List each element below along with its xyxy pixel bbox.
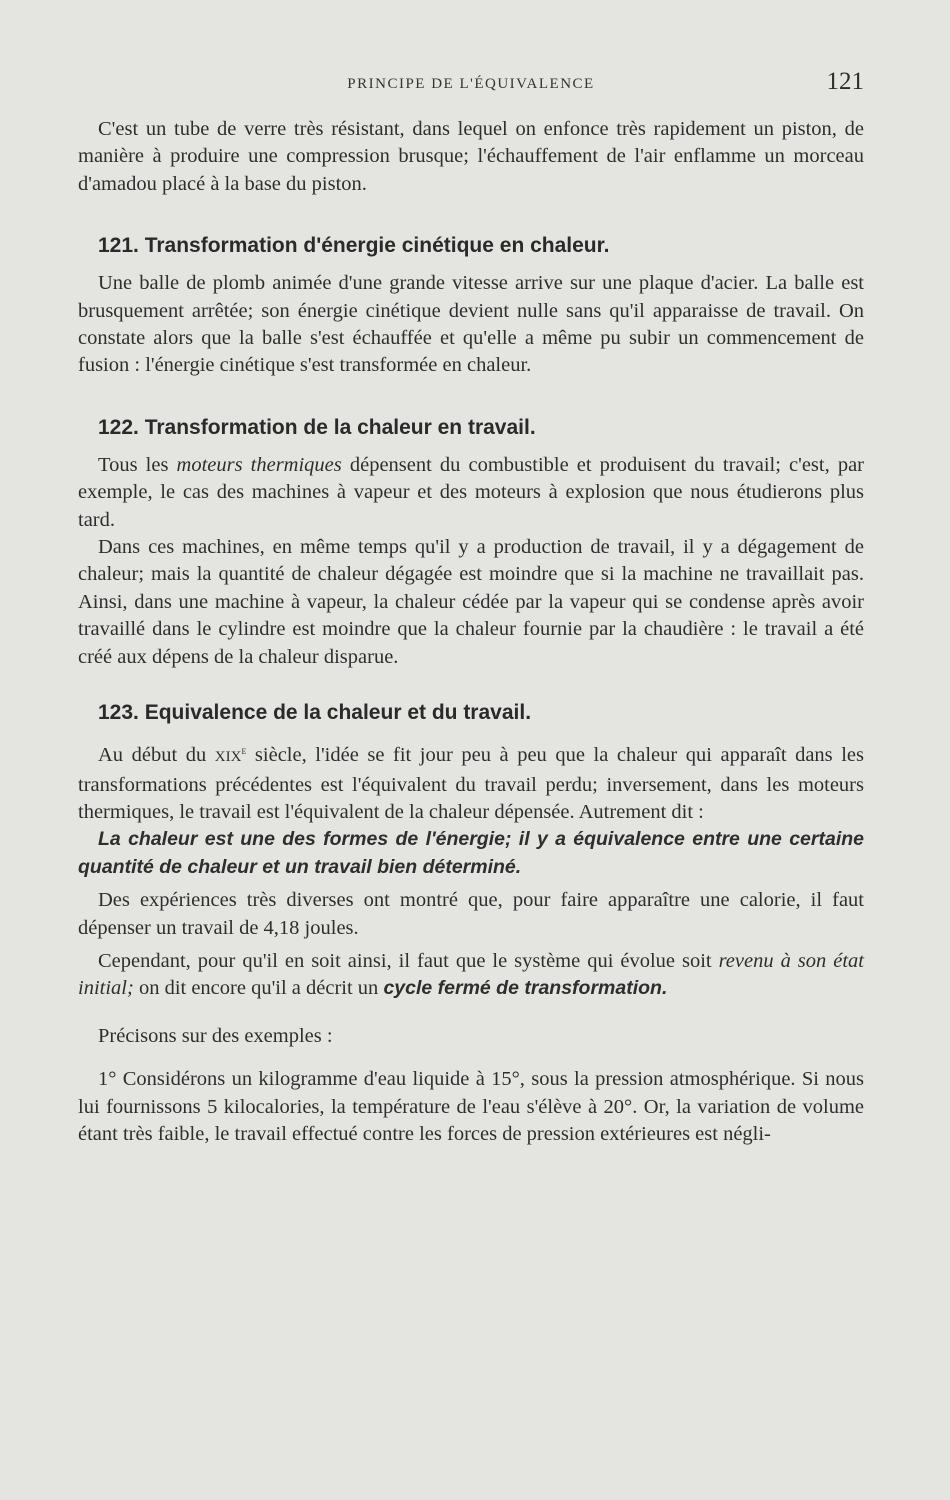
century-numeral: XIXe <box>214 743 247 766</box>
equivalence-principle-statement: La chaleur est une des formes de l'énergie; il y a équivalence entre une certaine quantité de chaleur et un travail bien déterminé. <box>78 828 864 878</box>
emphasis-cycle-ferme: cycle fermé de transformation. <box>383 977 668 1000</box>
section-122-paragraph-1: Tous les moteurs thermiques dépensent du combustible et produisent du travail; c'est, par exemple, le cas des machines à vapeur et des moteurs à explosion que nous étudierons plus tard. <box>78 453 864 531</box>
running-head <box>78 68 864 98</box>
running-title: PRINCIPE DE L'ÉQUIVALENCE <box>347 76 595 92</box>
section-121-heading: 121. Transformation d'énergie cinétique en chaleur. <box>98 234 610 258</box>
section-123-paragraph-6: 1° Considérons un kilogramme d'eau liquide à 15°, sous la pression atmosphérique. Si nous lui fournissons 5 kilocalories, la température de l'eau s'élève à 20°. Or, la variation de volume étant très faible, le travail effectué contre les forces de pression extérieures est négli- <box>78 1068 864 1145</box>
section-123-paragraph-3: Des expériences très diverses ont montré que, pour faire apparaître une calorie, il faut dépenser un travail de 4,18 joules. <box>78 889 864 939</box>
emphasis-moteurs-thermiques: moteurs thermiques <box>176 453 342 476</box>
page-number: 121 <box>826 68 864 95</box>
page-body <box>78 116 864 1148</box>
section-122-heading: 122. Transformation de la chaleur en travail. <box>98 415 536 439</box>
section-121-paragraph: Une balle de plomb animée d'une grande vitesse arrive sur une plaque d'acier. La balle est brusquement arrêtée; son énergie cinétique devient nulle sans qu'il apparaisse de travail. On constate alors que la balle s'est échauffée et qu'elle a même pu subir un commencement de fusion : l'énergie cinétique s'est transformée en chaleur. <box>78 272 864 377</box>
emphasis-etat-initial: revenu à son état initial; <box>78 949 865 1000</box>
section-123-paragraph-4: Cependant, pour qu'il en soit ainsi, il faut que le système qui évolue soit revenu à son état initial; on dit encore qu'il a décrit un cycle fermé de transformation. <box>78 949 865 1000</box>
section-122-paragraph-2: Dans ces machines, en même temps qu'il y a production de travail, il y a dégagement de chaleur; mais la quantité de chaleur dégagée est moindre que si la machine ne travaillait pas. Ainsi, dans une machine à vapeur, la chaleur cédée par la vapeur qui se condense après avoir travaillé dans le cylindre est moindre que la chaleur fournie par la chaudière : le travail a été créé aux dépens de la chaleur disparue. <box>78 536 864 668</box>
section-123-heading: 123. Equivalence de la chaleur et du travail. <box>98 701 532 725</box>
intro-paragraph: C'est un tube de verre très résistant, dans lequel on enfonce très rapidement un piston, de manière à produire une compression brusque; l'échauffement de l'air enflamme un morceau d'amadou placé à la base du piston. <box>78 118 864 195</box>
section-123-paragraph-5: Précisons sur des exemples : <box>98 1024 333 1047</box>
section-123-paragraph-1: Au début du XIXe siècle, l'idée se fit jour peu à peu que la chaleur qui apparaît dans les transformations précédentes est l'équivalent du travail perdu; inversement, dans les moteurs thermiques, le travail est l'équivalent de la chaleur dépensée. Autrement dit : <box>78 743 864 823</box>
